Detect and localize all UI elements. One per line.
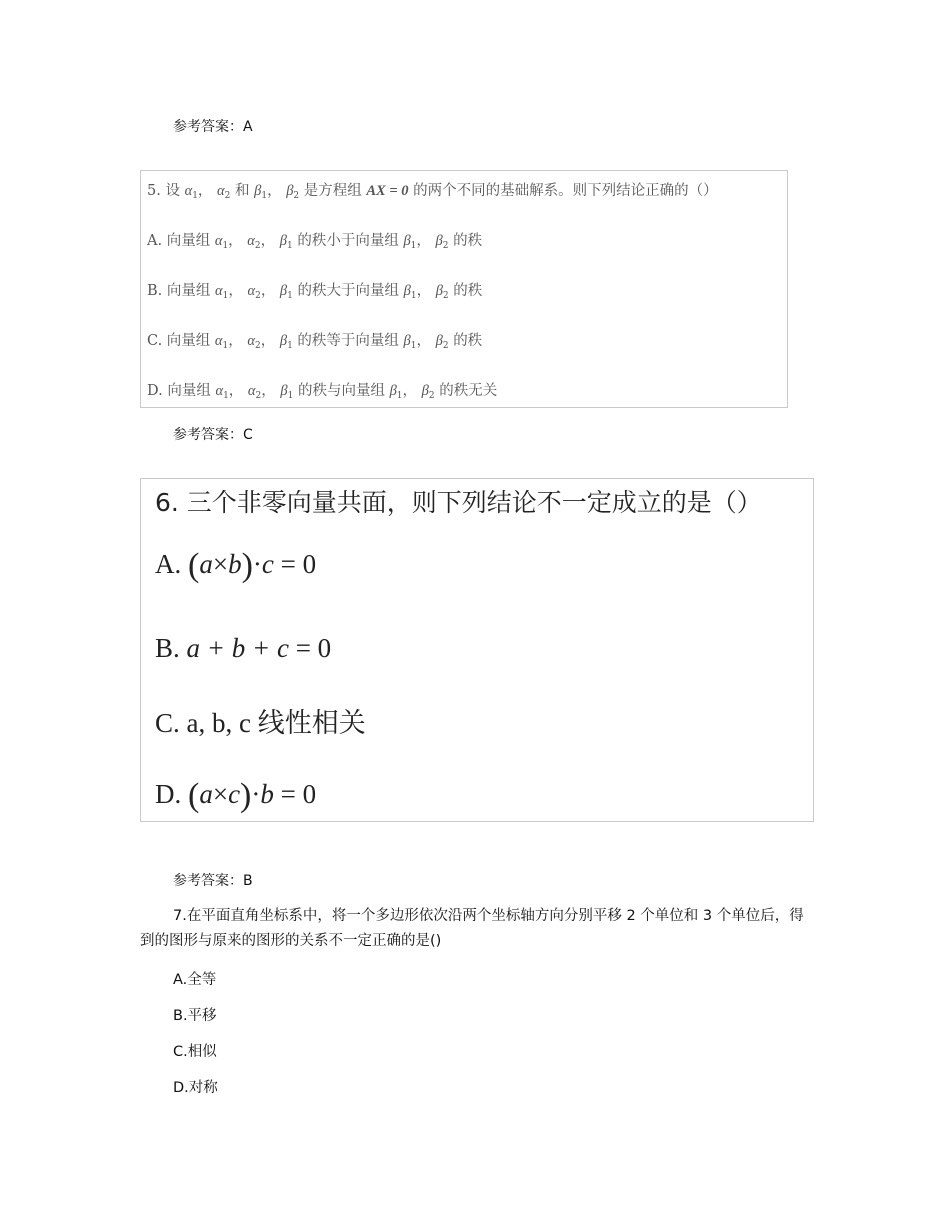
answer-q5: 参考答案：C <box>173 427 253 443</box>
q5-option-c: C. 向量组 $\alpha_1$， $\alpha_2$， $\beta_1$ 的秩等于向量组 $\beta_1$， $\beta_2$ 的秩 <box>147 333 483 351</box>
q6-stem: 6. 三个非零向量共面，则下列结论不一定成立的是（） <box>155 488 762 517</box>
q7-option-a: A.全等 <box>173 972 217 988</box>
q7-option-d: D.对称 <box>173 1080 218 1096</box>
q7-option-c: C.相似 <box>173 1044 217 1060</box>
q5-stem: 5. 设 $\alpha_1$， $\alpha_2$ 和 $\beta_1$， $\beta_2$ 是方程组 AX = 0 的两个不同的基础解系。则下列结论正确的（） <box>147 183 718 201</box>
q6-option-a: A. (a×b)·c = 0 <box>155 547 317 584</box>
question-6-box <box>140 478 814 822</box>
answer-q6: 参考答案：B <box>173 873 253 889</box>
answer-q4: 参考答案：A <box>173 119 253 135</box>
q6-option-b: B. a + b + c = 0 <box>155 633 332 663</box>
q6-option-d: D. (a×c)·b = 0 <box>155 777 317 814</box>
question-5-box <box>140 170 788 408</box>
q7-option-b: B.平移 <box>173 1008 217 1024</box>
q5-option-b: B. 向量组 $\alpha_1$， $\alpha_2$， $\beta_1$ 的秩大于向量组 $\beta_1$， $\beta_2$ 的秩 <box>147 283 483 301</box>
q6-option-c: C. a, b, c 线性相关 <box>155 708 366 738</box>
q5-option-d: D. 向量组 $\alpha_1$， $\alpha_2$， $\beta_1$ 的秩与向量组 $\beta_1$， $\beta_2$ 的秩无关 <box>147 383 498 401</box>
q5-option-a: A. 向量组 $\alpha_1$， $\alpha_2$， $\beta_1$ 的秩小于向量组 $\beta_1$， $\beta_2$ 的秩 <box>147 233 483 251</box>
q7-stem: 7.在平面直角坐标系中，将一个多边形依次沿两个坐标轴方向分别平移 2 个单位和 3 个单位后，得到的图形与原来的图形的关系不一定正确的是() <box>140 908 804 949</box>
